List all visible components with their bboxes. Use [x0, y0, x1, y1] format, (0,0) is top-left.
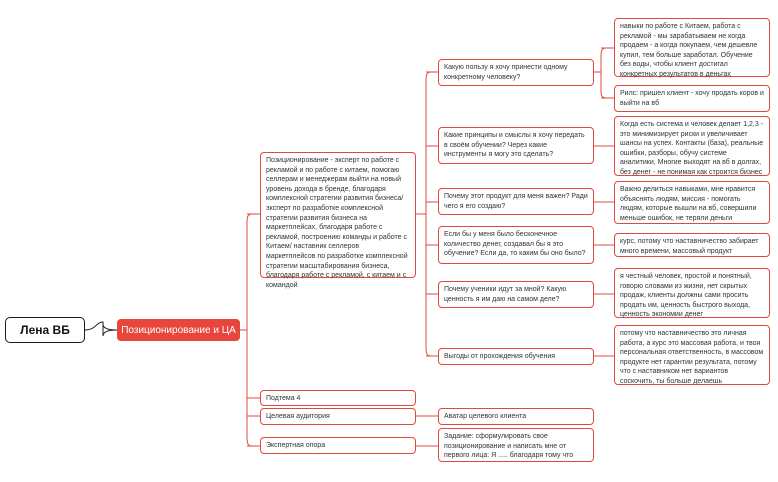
root-node[interactable] — [5, 317, 85, 343]
answer-text: я честный человек, простой и понятный, говорю словами из жизни, нет скрытых продаж, клиенты должны сами просить продать им, ценность быстрого выхода, ценность экономии денег — [620, 273, 752, 319]
answer-text: Важно делиться навыками, мне нравится объяснять людям, миссия - помогать людям, которые вышли на вб, совершили меньше ошибок, не теряли деньги — [620, 186, 757, 222]
main-topic-label: Позиционирование и ЦА — [121, 324, 236, 336]
answer-text: Когда есть система и человек делает 1,2,3 - это минимизирует риски и увеличивает шансы на успех. Контакты (база), реальные ошибки, разборы, обучу системе аналитики, Многие выходят на вб в долгах, без денег - не понимая как строится бизнес — [620, 121, 764, 176]
answer-node[interactable] — [614, 85, 770, 112]
client-avatar-label: Аватар целевого клиента — [444, 413, 527, 420]
answer-text: навыки по работе с Китаем, работа с рекламой - мы зарабатываем не когда продаем - а когда покупаем, чем дешевле купил, тем больше заработал. Обучение без воды, чтобы клиент достигал конкретных результатов в деньгах — [620, 23, 758, 78]
question-text: Почему этот продукт для меня важен? Ради чего я его создаю? — [444, 193, 588, 210]
question-text: Какие принципы и смыслы я хочу передать в своём обучении? Через какие инструменты я могу это сделать? — [444, 132, 585, 159]
answer-node[interactable] — [614, 268, 770, 318]
subtopic-4-label: Подтема 4 — [266, 395, 301, 402]
question-node[interactable] — [438, 188, 594, 215]
root-label: Лена ВБ — [20, 323, 70, 337]
answer-text: потому что наставничество это личная работа, а курс это массовая работа, и твоя персональная ответственность, в массовом продукте нет гарантии результата, потому что с наставником нет вариантов соскочить, ты больше делаешь — [620, 330, 764, 385]
task-text: Задание: сформулировать свое позиционирование и написать мне от первого лица: Я ..... благодаря тому что — [444, 433, 574, 460]
answer-text: Рилс: пришел клиент - хочу продать коров и выйти на вб — [620, 90, 764, 107]
question-text: Если бы у меня было бесконечное количество денег, создавал бы я это обучение? Если да, то каким бы оно было? — [444, 231, 586, 258]
answer-node[interactable] — [614, 181, 770, 224]
expert-support-label: Экспертная опора — [266, 442, 326, 449]
answer-node[interactable] — [614, 18, 770, 77]
question-node[interactable] — [438, 348, 594, 365]
question-text: Какую пользу я хочу принести одному конкретному человеку? — [444, 64, 568, 81]
main-topic-node[interactable] — [117, 319, 240, 341]
question-text: Почему ученики идут за мной? Какую ценность я им даю на самом деле? — [444, 286, 567, 303]
audience-label: Целевая аудитория — [266, 413, 330, 420]
answer-text: курс, потому что наставничество забирает много времени, массовый продукт — [620, 238, 759, 255]
question-node[interactable] — [438, 281, 594, 308]
positioning-text: Позиционирование - эксперт по работе с рекламой и по работе с китаем, помогаю селлерам и менеджерам выйти на новый уровень дохода в бренде, благодаря комплексной стратегии развития бизнеса/ эксперт по разработке комплексной стратегии развития бизнеса на маркетплейсах, благодаря работе с рекламой, построению команды и работе с Китаем/ наставник селлеров маркетплейсов по разработке комплексной стратегии масштабирования бизнеса, благодаря работе с рекламой, с китаем и с командой — [266, 157, 408, 289]
audience-node[interactable] — [260, 408, 416, 425]
expert-support-node[interactable] — [260, 437, 416, 454]
question-node[interactable] — [438, 226, 594, 264]
answer-node[interactable] — [614, 325, 770, 385]
positioning-node[interactable] — [260, 152, 416, 289]
client-avatar-node[interactable] — [438, 408, 594, 425]
question-node[interactable] — [438, 127, 594, 164]
subtopic-4-node[interactable] — [260, 390, 416, 406]
answer-node[interactable] — [614, 233, 770, 257]
answer-node[interactable] — [614, 116, 770, 176]
question-text: Выгоды от прохождения обучения — [444, 353, 556, 360]
task-node[interactable] — [438, 428, 594, 462]
question-node[interactable] — [438, 59, 594, 86]
